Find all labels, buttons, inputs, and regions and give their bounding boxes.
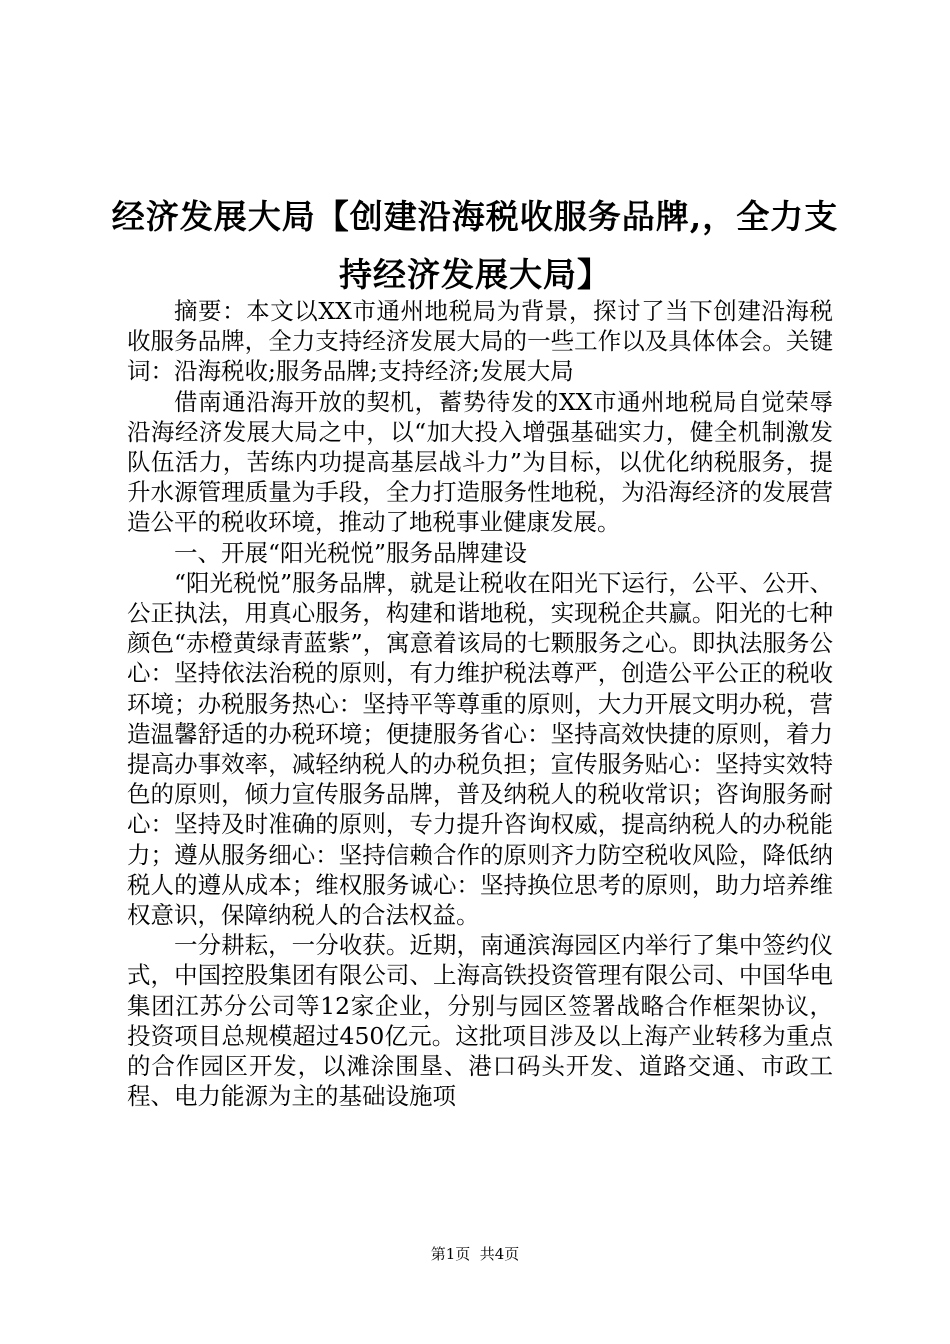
- document-title: 经济发展大局【创建沿海税收服务品牌,，全力支持经济发展大局】: [111, 197, 839, 294]
- brand-paragraph: “阳光税悦”服务品牌，就是让税收在阳光下运行，公平、公开、公正执法，用真心服务，构建和谐地税，实现税企共赢。阳光的七种颜色“赤橙黄绿青蓝紫”，寓意着该局的七颗服务之心。即执法服务公心：坚持依法治税的原则，有力维护税法尊严，创造公平公正的税收环境；办税服务热心：坚持平等尊重的原则，大力开展文明办税，营造温馨舒适的办税环境；便捷服务省心：坚持高效快捷的原则，着力提高办事效率，减轻纳税人的办税负担；宣传服务贴心：坚持实效特色的原则，倾力宣传服务品牌，普及纳税人的税收常识；咨询服务耐心：坚持及时准确的原则，专力提升咨询权威，提高纳税人的办税能力；遵从服务细心：坚持信赖合作的原则齐力防空税收风险，降低纳税人的遵从成本；维权服务诚心：坚持换位思考的原则，助力培养维权意识，保障纳税人的合法权益。: [127, 568, 833, 930]
- document-body: [127, 296, 833, 1111]
- page-footer: [0, 1244, 950, 1264]
- section-heading: 一、开展“阳光税悦”服务品牌建设: [174, 538, 528, 567]
- results-paragraph: 一分耕耘，一分收获。近期，南通滨海园区内举行了集中签约仪式，中国控股集团有限公司、上海高铁投资管理有限公司、中国华电集团江苏分公司等12家企业，分别与园区签署战略合作框架协议，投资项目总规模超过450亿元。这批项目涉及以上海产业转移为重点的合作园区开发，以滩涂围垦、港口码头开发、道路交通、市政工程、电力能源为主的基础设施项: [127, 931, 833, 1111]
- abstract-paragraph: 摘要：本文以XX市通州地税局为背景，探讨了当下创建沿海税收服务品牌，全力支持经济发展大局的一些工作以及具体体会。关键词：沿海税收;服务品牌;支持经济;发展大局: [127, 297, 833, 386]
- intro-paragraph: 借南通沿海开放的契机，蓄势待发的XX市通州地税局自觉荣辱沿海经济发展大局之中，以“加大投入增强基础实力，健全机制激发队伍活力，苦练内功提高基层战斗力”为目标，以优化纳税服务，提升水源管理质量为手段，全力打造服务性地税，为沿海经济的发展营造公平的税收环境，推动了地税事业健康发展。: [127, 387, 833, 537]
- page-number: 第1页 共4页: [430, 1245, 520, 1263]
